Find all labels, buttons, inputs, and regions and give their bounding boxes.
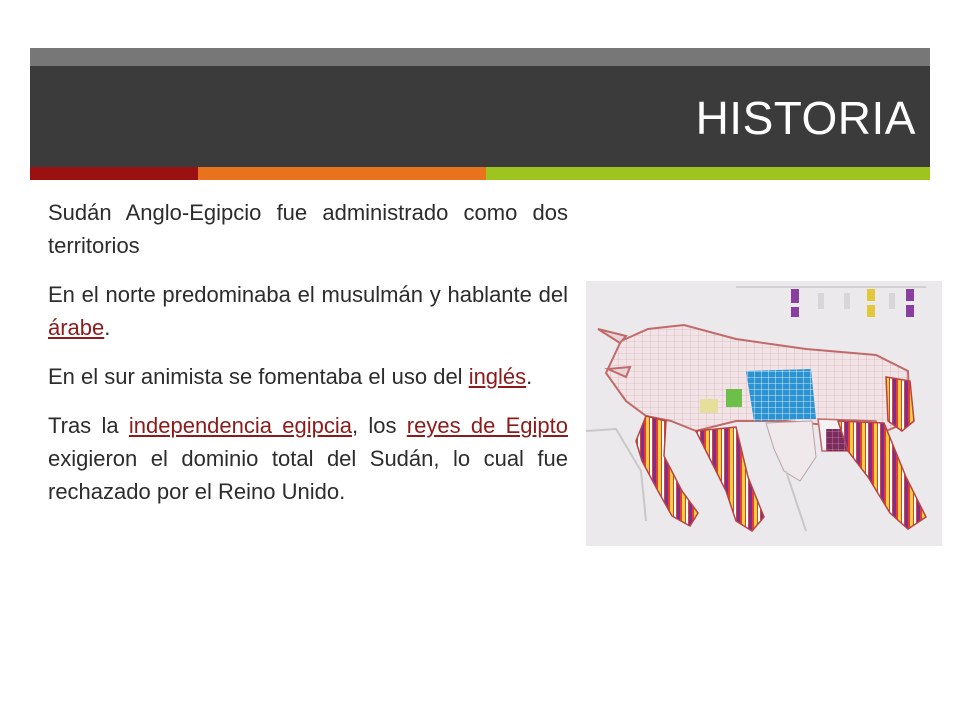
accent-bar-red [30,167,198,180]
rhino-tail-area [886,377,914,431]
slide-body [48,196,568,524]
title-bar-top-strip [30,48,930,66]
title-bar [30,66,930,167]
paragraph-1-text: Sudán Anglo-Egipcio fue administrado como dos territorios [48,200,568,258]
paragraph-4 [48,409,568,508]
paragraph-2 [48,278,568,344]
accent-bar-orange [198,167,486,180]
paragraph-3-text: En el sur animista se fomentaba el uso del [48,364,469,389]
paragraph-2-end: . [104,315,111,340]
paragraph-4-end: exigieron el dominio total del Sudán, lo cual fue rechazado por el Reino Unido. [48,446,568,504]
link-arabe[interactable]: árabe [48,315,105,340]
paragraph-4-middle: , los [352,413,407,438]
paragraph-4-start: Tras la [48,413,129,438]
paragraph-3-end: . [526,364,533,389]
rhino-plan-drawing [586,281,942,546]
paragraph-3 [48,360,568,393]
paragraph-2-text: En el norte predominaba el musulmán y hablante del [48,282,568,307]
blue-district [746,369,816,421]
slide-title: HISTORIA [695,92,916,144]
link-ingles[interactable]: inglés [468,364,527,389]
rhino-city-plan-image [586,281,942,546]
paragraph-1 [48,196,568,262]
accent-bar-green [486,167,930,180]
link-independencia-egipcia[interactable]: independencia egipcia [128,413,352,438]
link-reyes-de-egipto[interactable]: reyes de Egipto [406,413,568,438]
